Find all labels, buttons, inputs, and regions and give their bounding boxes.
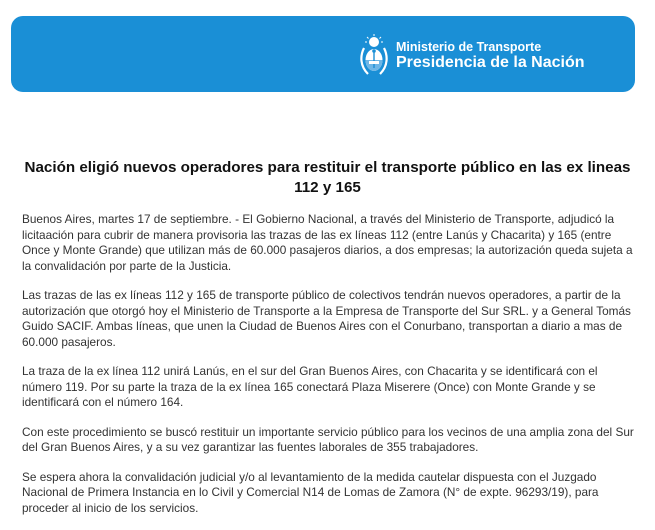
coat-of-arms-icon	[360, 34, 388, 78]
header-banner	[11, 16, 635, 92]
ministry-name: Ministerio de Transporte	[396, 39, 542, 54]
article-paragraph: Buenos Aires, martes 17 de septiembre. - El Gobierno Nacional, a través del Ministerio de Transporte, adjudicó la licitaación para cubrir de manera provisoria las trazas de las ex líneas 112 (entre Lanús y Chacarita) y 165 (entre Once y Monte Grande) que utilizan más de 60.000 pasajeros diarios, a dos empresas; la autorización queda sujeta a la convalidación por parte de la Justicia.	[22, 212, 633, 273]
ministry-logo[interactable]	[360, 34, 585, 78]
article-title: Nación eligió nuevos operadores para restituir el transporte público en las ex lineas 112 y 165	[24, 159, 631, 196]
presidency-name: Presidencia de la Nación	[396, 53, 585, 71]
article-body	[22, 212, 638, 530]
article-paragraph: Se espera ahora la convalidación judicial y/o al levantamiento de la medida cautelar dispuesta con el Juzgado Nacional de Primera Instancia en lo Civil y Comercial N14 de Lomas de Zamora (N° de expte. 96293/19), para proceder al inicio de los servicios.	[22, 469, 599, 515]
article-paragraph: Con este procedimiento se buscó restituir un importante servicio público para los vecinos de una amplia zona del Sur del Gran Buenos Aires, y a su vez garantizar las fuentes laborales de 355 trabajadores.	[22, 424, 634, 454]
article-paragraph: La traza de la ex línea 112 unirá Lanús, en el sur del Gran Buenos Aires, con Chacarita y se identificará con el número 119. Por su parte la traza de la ex línea 165 conectará Plaza Miserere (Once) con Monte Grande y se identificará con el número 164.	[22, 364, 598, 409]
article-paragraph: Las trazas de las ex líneas 112 y 165 de transporte público de colectivos tendrán nuevos operadores, a partir de la autorización que otorgó hoy el Ministerio de Transporte a la Empresa de Transporte del Sur SRL. y a General Tomás Guido SACIF. Ambas líneas, que unen la Ciudad de Buenos Aires con el Conurbano, transportan a diario a mas de 60.000 pasajeros.	[22, 288, 631, 349]
